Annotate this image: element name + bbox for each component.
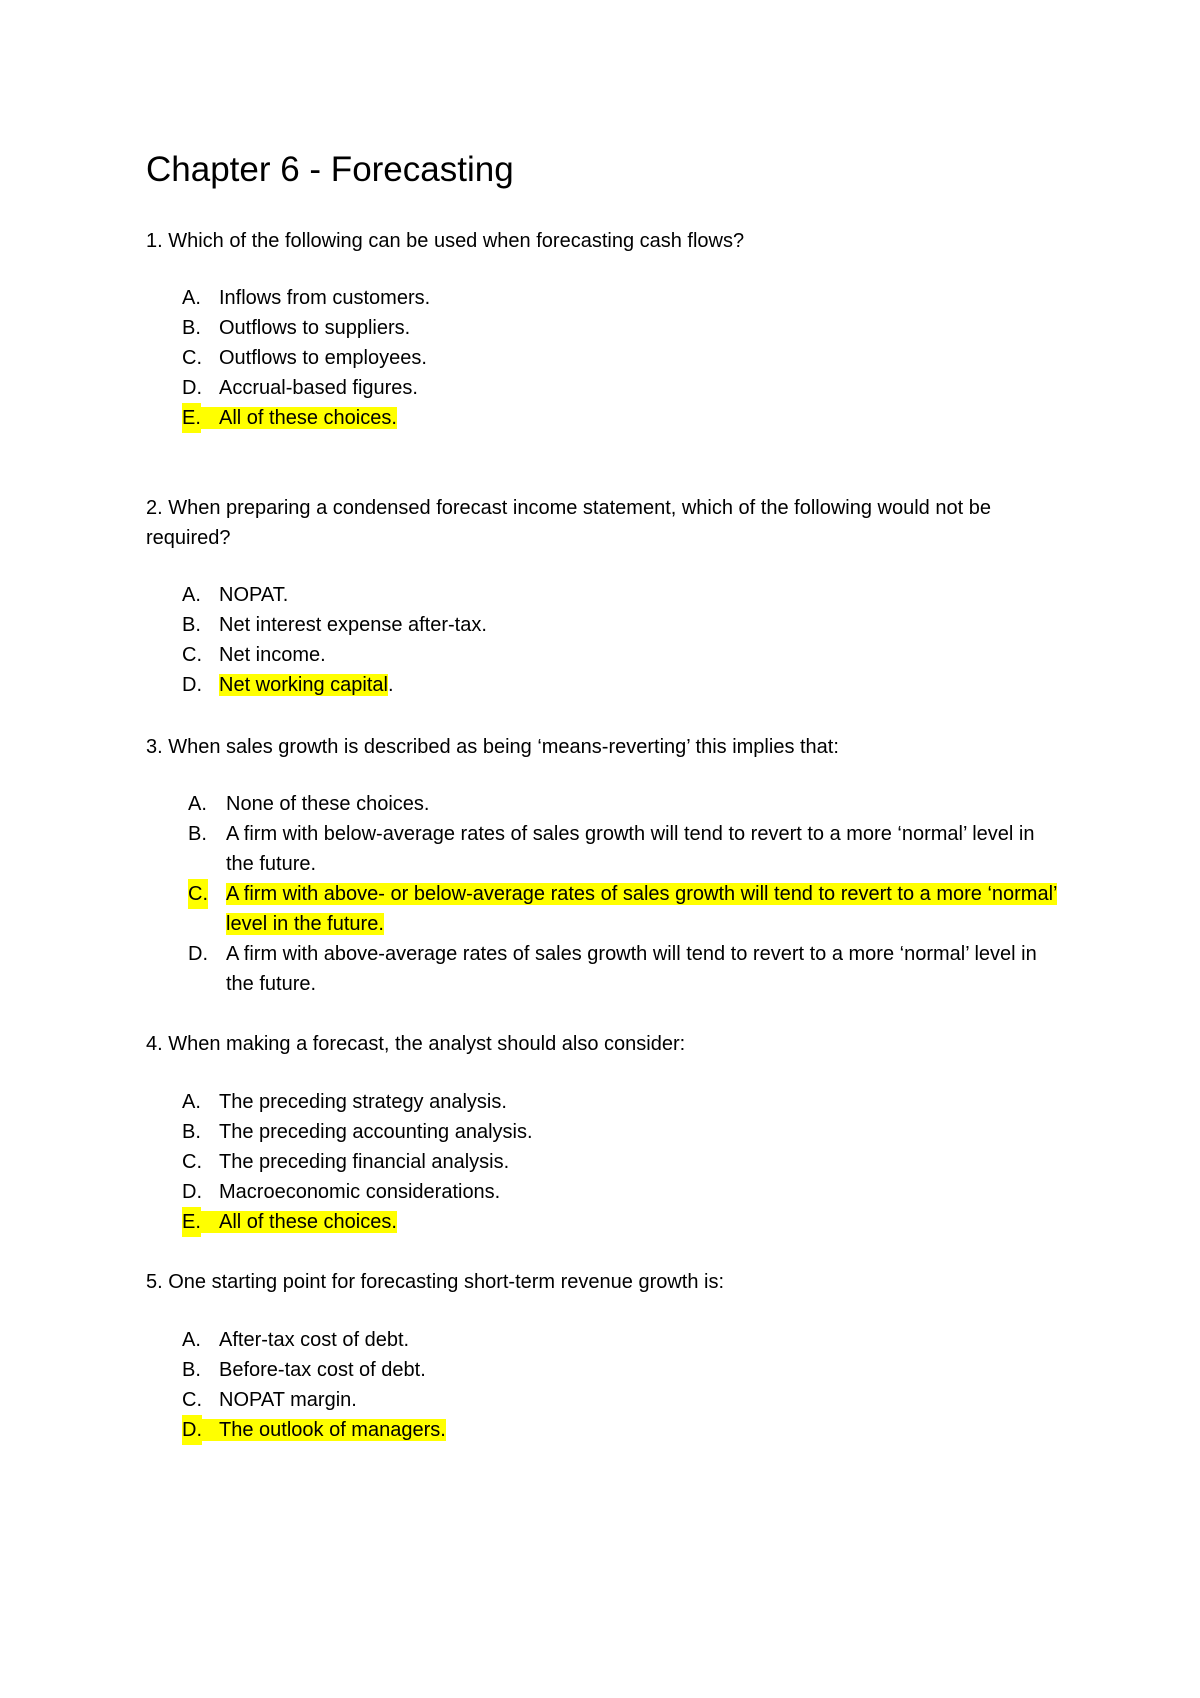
option-c (182, 640, 1062, 670)
option-letter: A. (182, 584, 201, 606)
option-text: Outflows to employees. (219, 347, 427, 369)
option-letter: D. (182, 1181, 202, 1203)
option-letter: A. (182, 1329, 201, 1351)
option-text: After-tax cost of debt. (219, 1329, 410, 1351)
option-letter: A. (182, 1091, 201, 1113)
option-text: The preceding strategy analysis. (219, 1091, 507, 1113)
option-text: NOPAT margin. (219, 1389, 357, 1411)
option-b (182, 610, 1062, 640)
option-letter: E. (182, 403, 201, 433)
option-letter: B. (182, 1121, 201, 1143)
option-text: Inflows from customers. (219, 287, 431, 309)
option-d (188, 939, 1058, 999)
option-text: Accrual-based figures. (219, 377, 418, 399)
option-a (182, 1325, 1062, 1355)
option-d-correct-answer (182, 1415, 1062, 1445)
option-text: Macroeconomic considerations. (219, 1181, 501, 1203)
option-d (182, 1177, 1062, 1207)
question-text: 5. One starting point for forecasting short-term revenue growth is: (146, 1271, 725, 1293)
option-letter: D. (182, 674, 202, 696)
option-e-correct-answer (182, 403, 1062, 433)
option-text: Net income. (219, 644, 326, 666)
option-text-highlighted: Net working capital (219, 674, 388, 696)
question-text: 3. When sales growth is described as being ‘means-reverting’ this implies that: (146, 736, 839, 758)
option-letter: B. (182, 1359, 201, 1381)
question-text: 4. When making a forecast, the analyst should also consider: (146, 1033, 686, 1055)
option-d-correct-answer (182, 670, 1062, 700)
option-letter: C. (182, 1389, 202, 1411)
option-text-highlighted: All of these choices. (201, 1211, 397, 1233)
option-a (182, 1087, 1062, 1117)
option-letter: B. (182, 614, 201, 636)
option-b (182, 313, 1062, 343)
option-e-correct-answer (182, 1207, 1062, 1237)
option-text-highlighted: All of these choices. (201, 407, 397, 429)
option-letter: B. (188, 823, 207, 845)
options-list (182, 1325, 1062, 1445)
option-text: Outflows to suppliers. (219, 317, 411, 339)
option-letter: C. (182, 644, 202, 666)
option-letter: D. (188, 943, 208, 965)
option-b (182, 1355, 1062, 1385)
option-letter: E. (182, 1207, 201, 1237)
option-letter: A. (188, 793, 207, 815)
option-letter: C. (182, 1151, 202, 1173)
option-text: A firm with above-average rates of sales growth will tend to revert to a more ‘normal’ level in the future. (226, 943, 1037, 995)
option-text: NOPAT. (219, 584, 289, 606)
option-text: Net interest expense after-tax. (219, 614, 487, 636)
option-letter: B. (182, 317, 201, 339)
options-list (188, 789, 1058, 999)
option-text: A firm with below-average rates of sales growth will tend to revert to a more ‘normal’ level in the future. (226, 823, 1035, 875)
option-letter: C. (188, 879, 208, 909)
option-text: None of these choices. (226, 793, 430, 815)
option-d (182, 373, 1062, 403)
option-b (188, 819, 1058, 879)
options-list (182, 1087, 1062, 1237)
option-c (182, 1385, 1062, 1415)
option-letter: A. (182, 287, 201, 309)
option-text: Before-tax cost of debt. (219, 1359, 426, 1381)
question-text: 2. When preparing a condensed forecast income statement, which of the following would not be required? (146, 497, 991, 549)
options-list (182, 580, 1062, 700)
option-c (182, 343, 1062, 373)
option-c-correct-answer (188, 879, 1058, 939)
option-letter: C. (182, 347, 202, 369)
option-letter: D. (182, 377, 202, 399)
option-text-suffix: . (387, 674, 394, 696)
option-text-highlighted: A firm with above- or below-average rates of sales growth will tend to revert to a more ‘normal’ level in the future. (226, 883, 1058, 935)
option-letter: D. (182, 1415, 202, 1445)
option-a (182, 580, 1062, 610)
option-b (182, 1117, 1062, 1147)
option-c (182, 1147, 1062, 1177)
option-a (182, 283, 1062, 313)
option-text: The preceding financial analysis. (219, 1151, 510, 1173)
options-list (182, 283, 1062, 433)
option-a (188, 789, 1058, 819)
page-title: Chapter 6 - Forecasting (146, 150, 514, 189)
question-text: 1. Which of the following can be used when forecasting cash flows? (146, 230, 745, 252)
option-text-highlighted: The outlook of managers. (201, 1419, 446, 1441)
option-text: The preceding accounting analysis. (219, 1121, 533, 1143)
